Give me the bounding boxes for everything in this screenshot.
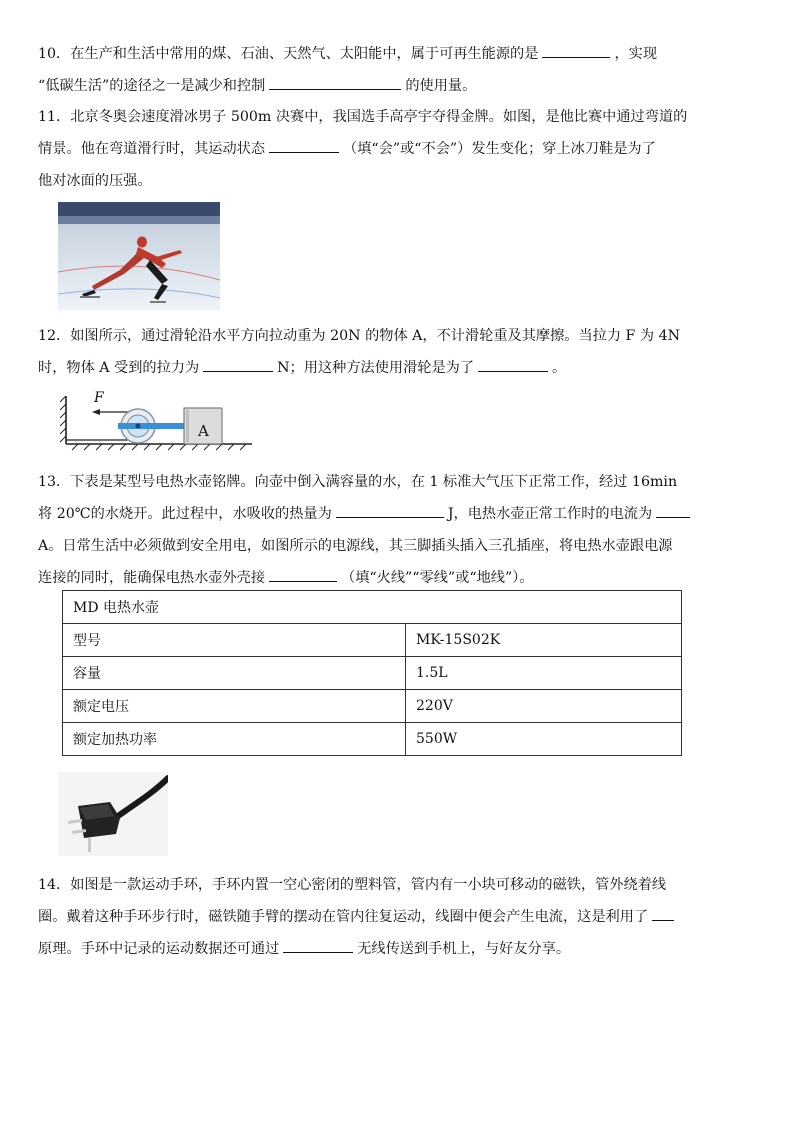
q14-blank-2[interactable] xyxy=(283,934,353,953)
q13-text-5: 连接的同时，能确保电热水壶外壳接 xyxy=(38,570,266,586)
q12-text-1: 12．如图所示，通过滑轮沿水平方向拉动重为 20N 的物体 A，不计滑轮重及其摩擦。当拉力 F 为 4N xyxy=(38,328,681,344)
q13-blank-1[interactable] xyxy=(336,499,444,518)
block-a-label: A xyxy=(198,422,209,440)
table-cell-value: 1.5L xyxy=(406,657,682,690)
q11-text-3: （填“会”或“不会”）发生变化；穿上冰刀鞋是为了 xyxy=(343,141,656,157)
table-cell-label: 额定加热功率 xyxy=(63,723,406,756)
q10-text-3: “低碳生活”的途径之一是减少和控制 xyxy=(38,78,266,94)
q12-text-4: 。 xyxy=(552,360,567,376)
q14-text-3: 原理。手环中记录的运动数据还可通过 xyxy=(38,941,280,957)
q13-text-6: （填“火线”“零线”或“地线”）。 xyxy=(341,570,534,586)
table-row xyxy=(63,690,682,723)
speed-skater-photo xyxy=(58,202,220,310)
q10-text-1: 10．在生产和生活中常用的煤、石油、天然气、太阳能中，属于可再生能源的是 xyxy=(38,46,539,62)
table-row xyxy=(63,657,682,690)
force-f-label: F xyxy=(94,390,104,406)
q13-blank-2[interactable] xyxy=(656,499,690,518)
q14-blank-1[interactable] xyxy=(652,902,674,921)
table-title: MD 电热水壶 xyxy=(63,591,682,624)
q10-blank-2[interactable] xyxy=(269,71,401,90)
q12-text-2: 时，物体 A 受到的拉力为 xyxy=(38,360,200,376)
q13-text-4: A。日常生活中必须做到安全用电，如图所示的电源线，其三脚插头插入三孔插座，将电热水壶跟电源 xyxy=(38,538,673,554)
q13-text-3: J，电热水壶正常工作时的电流为 xyxy=(447,506,653,522)
table-row xyxy=(63,624,682,657)
q10-text-2: ，实现 xyxy=(614,46,658,62)
q13-text-2: 将 20℃的水烧开。此过程中，水吸收的热量为 xyxy=(38,506,332,522)
q10-text-4: 的使用量。 xyxy=(405,78,477,94)
table-row xyxy=(63,723,682,756)
question-11 xyxy=(38,101,758,197)
table-title-row xyxy=(63,591,682,624)
table-cell-value: 220V xyxy=(406,690,682,723)
table-cell-label: 型号 xyxy=(63,624,406,657)
q11-blank-1[interactable] xyxy=(269,134,339,153)
table-cell-value: MK-15S02K xyxy=(406,624,682,657)
q12-blank-1[interactable] xyxy=(203,353,273,372)
q11-text-2: 情景。他在弯道滑行时，其运动状态 xyxy=(38,141,266,157)
question-10 xyxy=(38,38,758,102)
q10-blank-1[interactable] xyxy=(542,39,610,58)
q11-text-4: 他对冰面的压强。 xyxy=(38,173,152,189)
q13-text-1: 13．下表是某型号电热水壶铭牌。向壶中倒入满容量的水，在 1 标准大气压下正常工作，经过 16min xyxy=(38,474,678,490)
table-cell-label: 容量 xyxy=(63,657,406,690)
pulley-diagram xyxy=(58,386,254,456)
question-13 xyxy=(38,466,758,594)
table-cell-value: 550W xyxy=(406,723,682,756)
three-pin-plug-photo xyxy=(58,772,168,856)
q12-blank-2[interactable] xyxy=(478,353,548,372)
question-14 xyxy=(38,869,758,965)
q13-blank-3[interactable] xyxy=(269,563,337,582)
question-12 xyxy=(38,320,758,384)
q14-text-4: 无线传送到手机上，与好友分享。 xyxy=(357,941,571,957)
q12-text-3: N；用这种方法使用滑轮是为了 xyxy=(277,360,475,376)
kettle-spec-table xyxy=(62,590,682,756)
table-cell-label: 额定电压 xyxy=(63,690,406,723)
q11-text-1: 11．北京冬奥会速度滑冰男子 500m 决赛中，我国选手高亭宇夺得金牌。如图，是他比赛中通过弯道的 xyxy=(38,109,688,125)
q14-text-1: 14．如图是一款运动手环，手环内置一空心密闭的塑料管，管内有一小块可移动的磁铁，管外绕着线 xyxy=(38,877,667,893)
q14-text-2: 圈。戴着这种手环步行时，磁铁随手臂的摆动在管内往复运动，线圈中便会产生电流，这是利用了 xyxy=(38,909,649,925)
